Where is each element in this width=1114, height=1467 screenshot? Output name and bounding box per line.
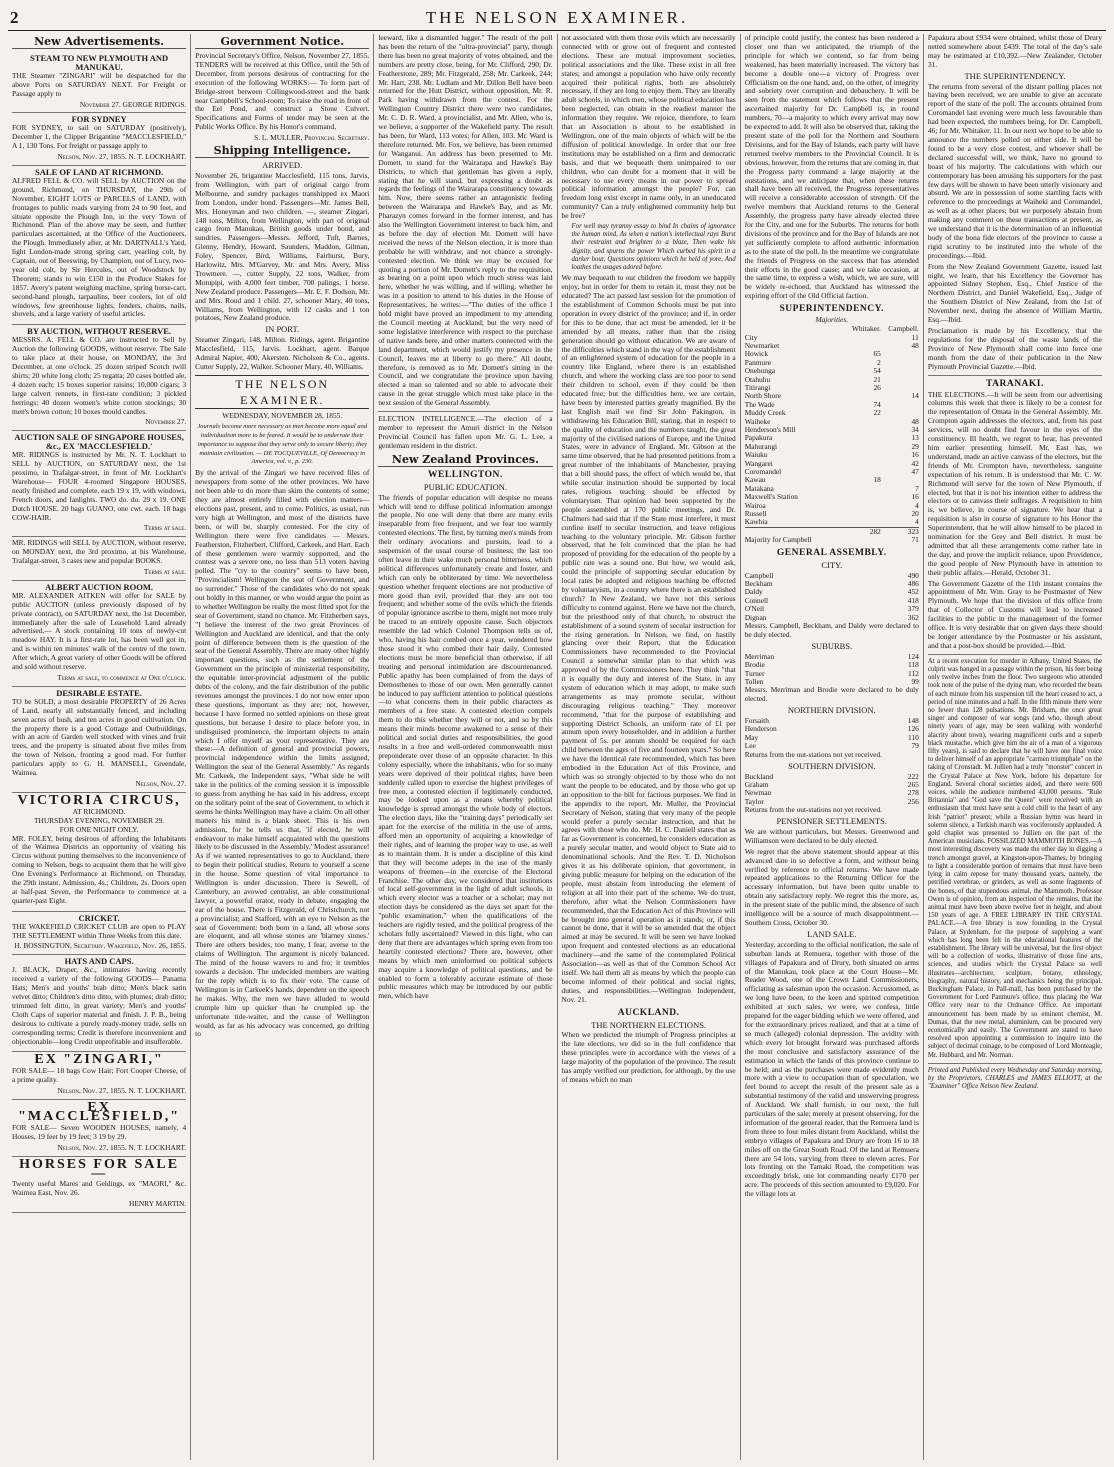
vote-count: [843, 334, 881, 342]
cricket-ad: [12, 912, 186, 956]
table-row: [745, 443, 919, 451]
hats-ad: [12, 955, 186, 1052]
editorial-motto: Journals become more necessary as men become more equal and individualism more to be feared. It would be to underrate their importance to suppose that they serve only to secure liberty; they maintain civilization. — DE TOCQUEVILLE, Of Democracy in America, vol. v., p. 230.: [197, 422, 368, 466]
place-name: Tollen: [744, 676, 764, 686]
vote-count: 118: [908, 660, 919, 670]
advertisement: [12, 687, 186, 793]
cricket-body: THE WAKEFIELD CRICKET CLUB are open to PLAY THE SETTLEMENT within Three Weeks from this date.: [12, 921, 187, 940]
arrived-text: November 26, brigantine Macclesfield, 115 tons, Jarvis, from Wellington, with part of original cargo from Melbourne, and sundry packages transhipped ex Maori from London, under bond. Passengers—Mr. James Bell, Mrs. Honeyman and two children. —, steamer Zingari, 148 tons, Milton, from Wellington, with part of original cargo from Manukau, British goods under bond, and sundries. Passengers—Messrs. Jefford, Tuft, Barnes, Glenny, Hendry, Howard, Saunders, Maddon, Gilman, Foley, Spencer, Bird, Williams, Fairhurst, Bury, Harlowitz, Mrs. M'Garvey, Mr. and Mrs. Avery, Miss Trowmere. —, cutter Supply, 22 tons, Walker, from Motupipi, with 4,000 feet timber, 700 palings, 1 horse. New Zealand produce. Passengers—Mr. E. F. Dodson, Mr. and Mrs. Roud and 1 child. 27, schooner Mary, 40 tons, Williams, from Wellington, with 12 casks and 1 ton potatoes, New Zealand produce.: [195, 170, 370, 323]
advertisement-body: TO be SOLD, a most desirable PROPERTY of 26 Acres of Land, nearly all substantially fenced, and including seven acres of bush, and ten acres in good cultivation. On the property there is a good Cottage and Outbuildings, with an acre of Garden well stocked with vines and fruit trees, and the property is situated about five miles from the town of Nelson, fronting a good road. For further particulars apply to G. H. MANSELL, Greendale, Waimea.: [12, 696, 187, 778]
superintendency-heading: SUPERINTENDENCY.: [779, 304, 885, 315]
education-continued-2: We may bequeath to our children the freedom we happily enjoy, but in order for them to retain it, must they not be educated? The act passed last session for the promotion of the establishment of Common Schools must be put into operation in every district of the province; and if, in order for this to be done, that act must be amended, let it be amended by all means, rather than that the rising generation should go without education. We are aware of the difficulties which stand in the way of the establishment of an enlightened system of education for the people in a country like England, where there is an established church, and where the working class are too poor to send their children to school, even if they could be then educated free; but the difficulties here, we are certain, have been by interested parties greatly magnified. By the last English mail we find Sir John Pakington, in withdrawing his Education Bill, stating, that in respect to the quality of education and the numbers taught, the great majority of the civilised nations of Europe, and the United States, were in advance of England. Mr. Gibson at the same time observed, that he had presented petitions from a great number of the inhabitants of Manchester, praying that a bill should pass, the effect of which would be, that while secular instruction should be supported by local rates, religious teaching should be effected by voluntaryism. That opinion had been supported by the people assembled at 170 public meetings, and Dr. Chalmers had said that if the State must interfere, it must confine itself to secular instruction, and leave religious teaching to the voluntary principle. Mr. Gibson further observed, that he felt convinced that the plan he had proposed of providing for the education of the people by a public rate was a sound one. But how, we would ask, could the principle of supporting secular education by local rates be adopted and religious teaching be effected by voluntaryism, in a country where there is an established church? In New Zealand, we have not this serious difficulty to contend against. Here we have not the church, but the priesthood only of that church, to obstruct the establishment of a sound system of secular instruction for the rising generation. In Nelson, we find, on hastily glancing over their Report, that the Education Commissioners have recommended to the Provincial Council a somewhat similar plan to that which was approved of by the Commissioners here. They think "that it is equally the duty and interest of the State, in any system of education which it may adopt, to make such arrangements as may promote secular, without discouraging religious teaching." They moreover recommend, "that for the purpose of establishing and supporting District Schools, an uniform rate of £1 per annum upon every householder, and in addition a further payment of 5s. per annum should be required for each child between the ages of five and fourteen years." So here we have the identical rate recommended, which has been embodied in the Education Act of this Province, and which was so strongly objected to by those who do not want the people to be educated, and by those who got up an opposition to the bill for factious purposes. We find in the appendix to the report, Mr. Muller, the Provincial Secretary of Nelson, stating that very many of the people would prefer a purely secular instruction, and that he agrees with those who do. Mr. H. C. Daniell states that as far as Government is concerned, he considers education as a purely secular matter, and would object to State aid to denominational schools. And the Rev. T. D. Nicholson gives it as his deliberate opinion, that government, in giving public measure for helping on the education of the people, must abstain from introducing the element of religion at all into their part of the scheme. We do trust, therefore, after what the Nelson Commissioners have recommended, that the Education Act of this Province will be brought into general operation as it stands; or, if this cannot be done, that it will be so amended that the object aimed at may be secured. It will be seen we have looked upon frequent and contested elections as an educational machinery—and the same of the contemplated Political Association—as well as that of the Common School Act itself. We hail them all as means by which the people can become informed of their political and social rights, duties, and responsibilities.—Wellington Independent, Nov. 21.: [561, 273, 736, 1004]
table-row: [745, 468, 919, 476]
vote-count: 379: [907, 604, 919, 614]
vote-count: 34: [911, 424, 919, 434]
vote-count: 79: [911, 741, 919, 751]
horses-body: Twenty useful Mares and Geldings, ex "MAORI," &c. Waimea East, Nov. 26.: [12, 1179, 187, 1198]
table-row: [745, 734, 919, 742]
place-name: Mahurangi: [744, 441, 778, 451]
place-name: Merriman: [744, 651, 775, 661]
table-row: [745, 773, 919, 781]
place-name: Dignan: [744, 612, 767, 622]
table-row: [745, 493, 919, 501]
advertisement: [12, 166, 186, 325]
city-heading: CITY.: [821, 559, 843, 570]
place-name: Newman: [744, 788, 772, 798]
editorial-article: By the arrival of the Zingari we have received files of newspapers from some of the other provinces. We have not been able to do more than skim the contents of some; they are almost entirely filled with election matters—elections past, present, and to come. Politics, as usual, run very high at Wellington, and most of the districts have been, or will be, sharply contested. For the city of Wellington there were five candidates — Messrs. Featherston, Fitzherbert, Clifford, Carkeek, and Hart. Each of these gentlemen were warmly supported, and the contest was a severe one, no less than 513 voters having polled. The "cry to the country" seems to have been, "Provincialism! Wellington the seat of Government, and no surrender." Those of the candidates who do not speak out boldly in this manner, or who would argue the point as to whether Wellington be really the most fitted spot for the seat of Government, stand no chance. Mr. Fitzherbert says, "I believe the interest of the two great Provinces of Wellington and Auckland are identical, and that the only point of difference between them is the question of the seat of the General Assembly. There are many other highly important questions, such as the settlement of the Government on the principle of ministerial responsibility, the equitable inter-provincial adjustment of the public debts of the colony, and the fair distribution of the public revenues amongst the provinces. I do not now enter upon these questions, important as they are; not, however, because I have formed no settled opinions on these great questions, but because I desire to place before you, in undisguised prominence, the important objects to attain which I offer myself as your representative. They are these:—A definition of general and provincial powers, provincial independence within the limits assigned, Wellington the seat of the General Assembly." As regards Mr. Carkeek, the Independent says, "What side he will take in the politics of the coming session it is impossible to guess from anything he has said in his address, except on the solitary point of the seat of Government, to which it seems he thinks Wellington may have a claim. On all other matters his mind is a blank sheet. This is his own admission, for he tells us that, 'if elected, he will endeavour to make himself acquainted with the questions likely to be discussed in the Assembly.' Modest assurance! As if we wanted representatives to go to Auckland, there to begin their political studies. Return to yourself a scene in the house. Some question of vital importance to Wellington is under discussion. There is Sewell, of Canterbury, an avowed centralist, an able constitutional lawyer, a powerful orator, ready in debate, engaging the ear of the house. There is Fitzgerald, of Christchurch, not a provincialist; and Stafford, with an eye to Nelson as the seat of Government: both born in a land, all whose sons are eloquent, and all whose stones are 'blarney stones.' There are others besides, too many, I fear, averse to the claims of Wellington. The argument is nicely balanced. The mind of the house wavers to and fro; it trembles towards a decision. The undecided members are waiting for the reply which is to fix their vote. The cause of Wellington is in Carkeek's hands, dependent on the speech he makes. Why, the men we have alluded to would crumple him up quicker than he crumpled up the unfortunate tide-waiter, and the cause of Wellington would, as far as his advocacy was concerned, go drifting to: [195, 468, 370, 1039]
table-row: [745, 588, 919, 596]
superintendency-text: The returns from several of the distant polling places not having been received, we are unable to give an accurate report of the state of the poll. The accounts obtained from Coromandel last evening were much less favourable than had been expected, the numbers being, for Dr. Campbell, 46; for Mr. Whitaker, 11. In our next we hope to be able to announce the numbers polled on either side. It will be found to be a very close contest, and whoever shall be declared successful will, we think, have no ground to boast of his majority. The calculations with which our contemporary has been amusing his supporters for the past few days will be shown to have been utterly visionary and absurd. We are in possession of some startling facts with reference to the proceedings at Waiheki and Coromandel, as well as at other places; but we purposely abstain from making any comment on these transactions at present, as we understand that it is the determination of an influential body of the bona fide electors of the province to cause a rigid scrutiny to be instituted into the whole of the proceedings.—Ibid.: [927, 81, 1103, 260]
advertisement-heading: ALBERT AUCTION ROOM.: [45, 581, 154, 592]
vote-count: 65: [873, 349, 881, 359]
advertisement-body: MR. RIDINGS will SELL by AUCTION, without reserve, on MONDAY next, the 3rd proximo, at his Warehouse, Trafalgar-street, 3 cases new and popular BOOKS.: [12, 538, 187, 566]
circus-night: FOR ONE NIGHT ONLY.: [59, 824, 139, 834]
advertisement-heading: SALE OF LAND AT RICHMOND.: [35, 166, 164, 177]
vote-count: 7: [915, 483, 919, 493]
place-name: Graham: [744, 779, 769, 789]
section-heading-nz-provinces: New Zealand Provinces.: [378, 453, 552, 467]
place-name: Otahuhu: [744, 374, 771, 384]
column-1: [8, 34, 191, 1460]
city-table: [745, 572, 919, 622]
advertisement-body: ALFRED FELL & CO. will SELL by AUCTION on the ground, Richmond, on THURSDAY, the 29th of November, EIGHT LOTS or PARCELS of LAND, with frontages to public roads varying from 24 to 90 feet, and situate opposite the Plough Inn, in the very Town of Richmond. Plan of the above may be seen, and further particulars ascertained, at the Office of the Auctioneers, the Plough. Immediately after, at Mr. DARTNALL's Yard, light London-made strong spring cart, yearling colt, by Captain, out of Beeswing, by Champion, out of Lucy, two-year old colt, by Sir Hercules, out of Woodstock by Theorem; stands to win £150 in the Produce Stakes for 1857. Avery's patent weighing machine, spring horse-cart, second-hand plough, tarpaulins, beer coolers, lot of old windows, few greenhouse lights, fenders, chains, nails, shovels, and a large variety of useful articles.: [12, 175, 187, 319]
vote-count: 16: [911, 450, 919, 460]
circus-ad: [12, 793, 186, 912]
place-name: Taylor: [744, 796, 764, 806]
table-row: [745, 580, 919, 588]
divider: [928, 1063, 1102, 1064]
column-6: [924, 34, 1106, 1460]
column-4: [558, 34, 741, 1460]
vote-count: 362: [907, 612, 919, 622]
vote-count: 265: [907, 779, 919, 789]
notice-office: Provincial Secretary's Office, Nelson, November 27, 1855.: [195, 51, 370, 60]
section-heading-shipping: Shipping Intelligence.: [195, 144, 369, 158]
total-campbell: 323: [907, 526, 919, 536]
divider: [928, 375, 1102, 376]
place-name: Wairoa: [744, 500, 766, 510]
northern-division-heading: NORTHERN DIVISION.: [787, 705, 876, 716]
vote-count: 452: [907, 587, 919, 597]
notice-signature: S. L. MULLER, Provincial Secretary.: [254, 133, 370, 143]
place-name: City: [744, 332, 758, 342]
place-name: Henderson: [744, 724, 777, 734]
table-row: [745, 502, 919, 510]
place-name: Coromandel: [744, 467, 782, 476]
place-name: Campbell: [744, 570, 774, 580]
vote-count: [843, 418, 881, 426]
vote-count: [843, 460, 881, 468]
in-port-text: Steamer Zingari, 148, Milton. Ridings, agent. Brigantine Macclesfield, 115, Jarvis. Lockhart, agent. Barque Admiral Napier, 400, Akersten. Nicholson & Co., agents. Cutter Supply, 22, Walker. Schooner Mary, 40, Williams.: [195, 335, 370, 371]
northern-elections-heading: THE NORTHERN ELECTIONS.: [591, 1019, 707, 1030]
notice-body: TENDERS will be received at this Office, until the 5th of December, from persons desirous of contracting for the execution of the following WORKS:— To form part of Bridge-street between Collingwood-street and the bank near Campbell's School-room; To raise the road in front of the Eel Pond, and construct a Stone Culvert. Specifications and Forms of tender may be seen at the Public Works Office. By his Honor's command,: [195, 59, 370, 132]
zingari-signature: Nelson, Nov. 27, 1855. N. T. LOCKHART.: [57, 1086, 187, 1096]
place-name: Lee: [744, 741, 756, 751]
arrived-heading: ARRIVED.: [262, 160, 303, 171]
columns: [8, 34, 1106, 1460]
place-name: Kawhia: [744, 517, 768, 527]
advertisement-signature: Terms at sale.: [143, 523, 187, 533]
advertisement: [12, 325, 186, 431]
land-sale-heading: LAND SALE.: [807, 928, 857, 939]
vote-count: 278: [907, 788, 919, 798]
vote-count: 110: [908, 732, 919, 742]
vote-count: 22: [873, 408, 881, 418]
vote-count: [881, 376, 919, 384]
advertisement-heading: AUCTION SALE OF SINGAPORE HOUSES, &c., EX 'MACCLESFIELD.': [14, 432, 184, 452]
advertisement: [12, 537, 186, 581]
city-note: Messrs. Campbell, Beckham, and Daldy were declared to be duly elected.: [744, 621, 919, 639]
table-row: [745, 653, 919, 661]
advertisement-body: MESSRS. A. FELL & CO. are instructed to Sell by Auction the following GOODS, without reserve. The Sale to take place at their house, on MONDAY, the 3rd December, at one o'clock. 25 dozen striped Scotch twill shirts; 20 white long cloth; 25 regatta; 20 cases bottled ale, 4 dozen each; 15 boxes superior raisins; 10,000 cigars; 3 large calvert rennets, in first-rate condition; 3 pickled herrings; 40 dozen women's white cotton stockings; 30 men's brown cotton; 10 boxes mould candles.: [12, 335, 187, 416]
horses-ad: [12, 1157, 186, 1214]
superintendency-table: [745, 325, 919, 527]
vote-count: [843, 434, 881, 442]
table-row: [745, 725, 919, 733]
zingari-title: EX "ZINGARI,": [34, 1052, 164, 1068]
vote-count: 126: [907, 724, 919, 734]
advertisement-heading: FOR SYDNEY: [71, 114, 127, 125]
vote-count: 256: [907, 796, 919, 806]
table-row: [745, 597, 919, 605]
postmaster-text: The Government Gazette of the 11th instant contains the appointment of Mr. Wm. Gray to be Postmaster of New Plymouth. We hope that the division of this office from that of Collector of Customs will lead to increased facilities to the public in the management of the former office. It is very desirable that on given days there should be longer attendance by the Postmaster or his assistant, and that a post-box should be provided.—Ibid.: [927, 578, 1103, 650]
vote-count: 21: [873, 374, 881, 384]
vote-count: 124: [907, 651, 919, 661]
macclesfield-signature: Nelson, Nov. 27, 1855. N. T. LOCKHART.: [57, 1142, 187, 1152]
suburbs-table: [745, 653, 919, 687]
place-name: Forsaith: [744, 716, 769, 726]
auckland-continued: of principle could justify, the contest has been rendered a closer one than we anticipated, the triumph of the principle for which we contend, so far from being weakened, has been materially increased. The victory has become a double one—a victory of Progress over Officialism on the one hand, and, on the other, of integrity and sobriety over corruption and debauchery. It will be seen from the statement which follows that the present ascertained majority for Dr. Campbell is, in round numbers, 70—a majority to which every arrival may now be expected to add. It will also be observed that, taking the present state of the poll for the Northern and Southern Divisions, and for the Bay of Islands, each party will have returned twelve members to the Provincial Council. It is obvious, however, from the returns that are coming in, that the Progress party command a large majority at the outstations, and we anticipate that, when these returns shall have been all received, the Progress representatives will receive a considerable accession of strength. Of the twelve members that Auckland returns to the General Assembly, the progress party have already elected three for the City, and one for the Suburbs. The returns for both divisions of the province and for the Bay of Islands are not yet sufficiently complete to afford authentic information as to the state of the poll. In the meantime we congratulate the friends of Progress on the success that has attended their efforts in the good cause; and we take occasion, at the same time, to express a wish, which, we are sure, will be widely re-echoed, that Auckland has witnessed the expiring effort of the Old Official faction.: [744, 34, 919, 301]
macclesfield-ad: [12, 1100, 186, 1157]
place-name: Russell: [744, 509, 767, 519]
page-number: 2: [10, 8, 19, 27]
northern-elections-text: When we predicted the triumph of Progress principles at the late elections, we did so in the full confidence that these principles were in accordance with the views of a large majority of the population of the province. The result has amply verified our prediction, for although, by the use of means which no man: [561, 1030, 736, 1084]
editorial-date: WEDNESDAY, NOVEMBER 28, 1855.: [222, 410, 343, 420]
northern-note: Returns from the out-stations not yet received.: [744, 749, 882, 759]
circus-place: AT RICHMOND.: [72, 806, 126, 816]
vote-count: 48: [911, 416, 919, 426]
advertisement-signature: Nelson, Nov. 27.: [135, 778, 187, 788]
southern-division-table: [745, 773, 919, 807]
editorial-title: THE NELSON EXAMINER.: [195, 375, 369, 409]
education-continued: not associated with them those evils which are necessarily connected with or grow out of frequent and contested elections. These are mutual improvement societies, political associations and the like. These exist in all free states; and amongst a population who have only recently acquired their political rights, both are absolutely necessary, if they are long to enjoy them. They are literally adult schools, in which men, whose political education has been neglected, can obtain in the readiest manner the information they require. We rejoice, therefore, to learn that an Association is about to be established in Wellington, one of the main objects of which will be the diffusion of political knowledge. In order that our free institutions may be established on a firm and democratic basis, and that we bequeath them unimpaired to our children, who can doubt for a moment that it will be necessary to use every means in our power to spread political information amongst the people? For, can freedom long exist except in name only, in an uneducated community? Can a truly enlightened community help but be free?: [561, 34, 736, 221]
place-name: Muddy Creek: [744, 408, 786, 418]
verse-quotation: For well may tyranny essay to bind In chains of ignorance the human mind, As when a nation's intellectual rays Burst their restraint and brighten to a blaze, Then wake his dignity, and spurns the power Which curbed his spirit in a darker hour, Questions opinions which he held of yore, And loathes the usages adored before.: [571, 223, 736, 272]
horses-title: HORSES FOR SALE—: [19, 1156, 180, 1181]
vote-count: 74: [873, 399, 881, 409]
paper-title: THE NELSON EXAMINER.: [425, 8, 689, 27]
advertisement-heading: BY AUCTION, WITHOUT RESERVE.: [27, 326, 172, 337]
place-name: Howick: [744, 349, 769, 359]
table-row: [745, 661, 919, 669]
advertisement-signature: November 27. GEORGE RIDINGS.: [79, 99, 187, 109]
total-whitaker: 282: [869, 526, 881, 536]
vote-count: 16: [911, 492, 919, 502]
table-row: [745, 376, 919, 384]
vote-count: 222: [907, 771, 919, 781]
divider: [378, 411, 552, 412]
vote-count: [843, 443, 881, 451]
advertisement-list: [12, 52, 186, 793]
advertisement-body: THE Steamer "ZINGARI" will be despatched for the above Ports on SATURDAY NEXT. For Freight or Passage apply to: [12, 70, 187, 98]
section-heading-new-advertisements: New Advertisements.: [12, 35, 186, 49]
vote-count: 490: [907, 570, 919, 580]
advertisement: [12, 431, 186, 537]
macclesfield-body: FOR SALE— Seven WOODEN HOUSES, namely, 4 Houses, 19 feet by 19 feet; 3 19 by 29.: [12, 1122, 187, 1141]
vote-count: 112: [908, 668, 919, 678]
column-5: [741, 34, 924, 1460]
place-name: Maxwell's Station: [744, 492, 798, 502]
vote-count: 20: [911, 509, 919, 519]
place-name: Papakura: [744, 433, 773, 443]
divider: [928, 654, 1102, 655]
section-heading-government-notice: Government Notice.: [195, 35, 369, 49]
advertisement-signature: Terms at sale, to commence at One o'clock.: [57, 673, 187, 682]
advertisement: [12, 52, 186, 113]
place-name: May: [744, 732, 759, 742]
land-sale-text: Yesterday, according to the official notification, the sale of suburban lands at Remuera, together with those of the villages of Papakura and of Drury, both situated on arms of the Manukau, took place at the Court House—Mr. Reader Wood, one of the Crown Land Commissioners, officiating as salesman upon the occasion. Accustomed, as we long have been, to the keen and spirited competition exhibited at such sales, we were, we confess, little prepared for the eager bidding which we were offered, and for the extraordinary prices realized, and that at a time of so much (alleged) colonial depression. The avidity with which every lot brought forward was purchased affords the most conclusive and satisfactory assurance of the estimation in which the lands of this province continue to be held; and as the purchases were made evidently much more with a view to occupation than of speculation, we feel bound to accept the result of the present sale as a substantial testimony of the valid and unswerving progress of Auckland. We shall furnish, in our next, the full particulars of the sale; merely at present observing, for the information of the general reader, that the Remuera land is from three to four miles distant from Auckland, whilst the embryo villages of Papakura and Drury are from 16 to 18 miles off on the Great South Road. Of the land at Remuera there are 54 lots, varying from three to eleven acres. For lots fronting on the Tamaki Road, the competition was exceedingly brisk, one lot commanding nearly £170 per acre. The proceeds of this section amounted to £9,020. For the village lots at: [744, 939, 919, 1199]
vote-count: [843, 485, 881, 493]
vote-count: [843, 493, 881, 501]
advertisement-signature: Terms at sale.: [143, 567, 187, 577]
column-header: Whitaker.: [851, 324, 881, 334]
vote-count: [881, 367, 919, 375]
vote-count: [881, 359, 919, 367]
cricket-signature: H. BOSSINGTON, Secretary. Wakefield, Nov. 26, 1855.: [14, 941, 187, 951]
vote-count: 54: [873, 366, 881, 376]
taranaki-text: THE ELECTIONS.—It will be seen from our advertising columns this week that there is likely to be a contest for the representation of Omata in the General Assembly. Mr. Crompton again addresses the electors, and, from his past services, will no doubt find favour in the eyes of the constituency. Ill health, we regret to hear, has prevented him earlier presenting himself. Mr. East has, we understand, made an active canvass of the electors, but the friends of Mr. Crompton have, nevertheless, sanguine expectation of his return. It is understood that Mr. C. W. Richmond will serve for the town of New Plymouth, if elected, but that it is not his intention either to address the electors or to canvass their suffrages. A requisition to him is, we believe, in course of signature. We hear that a requisition is also in course of signature to his Honor the Superintendent, that he will allow himself to be placed in nomination for the Grey and Bell district. It must be admitted that all these arrangements come rather late in the day, and prove the implicit reliance, upon Providence, the good people of New Plymouth have in attention to their public affairs.—Herald, October 31.: [927, 389, 1103, 577]
column-3: [374, 34, 557, 1460]
editorial-continuation: leeward, like a dismantled lugger." The result of the poll has been the return of the "ultra-provincial" party, though there has been no great majority of votes obtained, and the numbers are pretty close, being, for Mr. Clifford, 290; Dr. Featherstone, 289; Mr. Fitzgerald, 258; Mr. Carkeek, 244; Mr. Hart, 238. Mr. Ludlam and Mr. Dillon Bell have been returned for the Hutt District, without opposition, Mr. R. Park having withdrawn from the contest. For the Wellington Country District there were two candidates, Mr. C. D. R. Ward, a provincialist, and Mr. Allen, who is, we believe, a supporter of the Wakefield party. The result has been, for Ward, 113 votes; for Allen, 103. Mr. Ward is therefore returned. Mr. Fox, we believe, has been returned for Wanganui. An address has been presented to Mr. Domett, to stand for the Wairarapa and Hawke's Bay Districts, to which that gentleman has given a reply, stating that he will stand, but expressing a doubt as regards the feelings of the Wairarapa constituency towards him. Now, there seems rather an antagonistic feeling between the Wairarapa and Hawke's Bay, and as Mr. Pharazyn comes forward in the former interest, and has also the Wellington Government interest to back him, and as before the day of election Mr. Domett will have received the news of the Nelson election, it is more than probable he will withdraw, and not chance a strongly-contested election. We think we may be excused for quoting a portion of Mr. Domett's reply to the requisition, as bearing on a point upon which much stress was laid here, whether he was willing, and if willing, whether he was in a position to attend to his duties in the House of Representatives, he writes:—"The duties of the office I hold might have proved an impediment to my attending the Council meeting at Auckland; but the very need of some legislative interference with respect to the purchase of native lands here, and other matters connected with the land department, which would justify my presence in the Council, leaves me at liberty to go there." All doubt, therefore, is removed as to Mr. Domett's sitting in the Council, and we congratulate the province upon having elected a man so talented and so able to advocate their cause in the great struggle which must take place in the next session of the General Assembly.: [378, 34, 553, 408]
place-name: Daldy: [744, 587, 763, 597]
column-header: Campbell.: [888, 324, 919, 334]
suburbs-heading: SUBURBS.: [811, 640, 853, 651]
place-name: Titirangi: [744, 382, 771, 392]
vote-count: 13: [911, 433, 919, 443]
advertisement-body: MR. RIDINGS is instructed by Mr. N. T. Lockhart to SELL by AUCTION, on SATURDAY next, the 1st proximo, in Trafalgar-street, in front of Mr. Lockhart's Warehouse— FOUR 4-roomed Singapore HOUSES, neatly finished and complete, each 19 x 19, with windows, French doors, and fanlights. TWO do. do. 29 x 19. ONE Dutch HOUSE. 20 bags GUANO, one cwt. each. 18 bags COW-HAIR.: [12, 450, 187, 522]
returns-regret: We regret that the above statement should appear at this advanced date in so defective a form, and without being verified by reference to official returns. We have made repeated applications to the Returning Officer for the accessary information, but have been quite unable to obtain any satisfactory reply. We regret this the more, as, in the present state of the public mind, the absence of such intelligence will be a source of much disappointment.—Southern Cross, October 30.: [744, 846, 919, 927]
table-row: [745, 518, 919, 526]
auckland-heading: AUCKLAND.: [617, 1007, 680, 1018]
proclamation-text: Proclamation is made by his Excellency, that the regulations for the disposal of the waste lands of the Province of New Plymouth shall come into force one month from the date of their publication in the New Plymouth Provincial Gazette.—Ibid.: [927, 326, 1103, 371]
circus-title: VICTORIA CIRCUS,: [17, 792, 181, 808]
circus-body: MR. FOLEY, being desirous of affording the Inhabitants of the Waimea Districts an opportunity of visiting his Circus without putting themselves to the inconvenience of coming to Nelson, begs to acquaint them that he will give One Evening's Performance at Richmond, on Thursday, the 29th instant. Admission, 4s.; Children, 2s. Doors open at half-past Seven, the Performance to commence at a quarter-past Eight.: [12, 833, 187, 905]
vote-count: 418: [907, 595, 919, 605]
public-education-heading: PUBLIC EDUCATION.: [423, 481, 507, 492]
place-name: O'Neil: [744, 604, 765, 614]
advertisement: [12, 581, 186, 687]
zingari-ad: [12, 1052, 186, 1100]
place-name: Waiuku: [744, 450, 768, 460]
place-name: Beckham: [744, 578, 773, 588]
column-2: [191, 34, 374, 1460]
place-name: Kawau: [744, 475, 766, 485]
zingari-body: FOR SALE— 18 bags Cow Hair; Fort Cooper Cheese, of a prime quality.: [12, 1066, 187, 1085]
table-row: [745, 789, 919, 797]
place-name: North Shore: [744, 391, 782, 401]
land-sale-continued: Papakura about £934 were obtained, whilst those of Drury netted somewhere about £439. The total of the day's sale may be estimated at £10,392.—New Zealander, October 31.: [927, 34, 1103, 69]
place-name: Turner: [744, 668, 765, 678]
majority-value: 71: [911, 535, 919, 545]
horses-signature: HENRY MARTIN.: [128, 1199, 187, 1209]
table-row: [745, 367, 919, 375]
vote-count: 486: [907, 578, 919, 588]
vote-count: [881, 350, 919, 358]
macclesfield-title: EX "MACCLESFIELD,": [18, 1100, 180, 1124]
vote-count: 148: [907, 716, 919, 726]
vote-count: [843, 451, 881, 459]
table-row: [745, 342, 919, 350]
vote-count: [843, 518, 881, 526]
suburbs-note: Messrs. Merriman and Brodie were declared to be duly elected.: [744, 685, 919, 704]
gazette-text: From the New Zealand Government Gazette, issued last night, we learn, that his Excellency the Governor has appointed Sidney Stephen, Esq., Chief Justice of the Northern District, and Daniel Wakefield, Esq., Judge of the Southern District of New Zealand, from the 1st of November next, during the absence of William Martin, Esq.—Ibid.: [927, 261, 1103, 325]
vote-count: 4: [915, 500, 919, 510]
place-name: Matakana: [744, 483, 774, 493]
place-name: Newmarket: [744, 340, 780, 350]
advertisement-body: MR. ALEXANDER AITKEN will offer for SALE by public AUCTION (unless previously disposed of by private contract), on SATURDAY next, the 1st December, immediately after the sale of Leasehold Land already advertised,— A stock containing 10 tons of newly-cut meadow HAY. It is a first-rate lot, has been well got in, and is within ten minutes' walk of the centre of the town. After which, A great variety of other Goods will be offered and sold without reserve.: [12, 590, 187, 672]
masthead: [8, 6, 1106, 31]
vote-count: 4: [915, 517, 919, 527]
vote-count: 48: [911, 340, 919, 350]
majority-label: Majority for Campbell: [744, 535, 812, 545]
vote-count: 42: [911, 458, 919, 468]
hats-body: J. BLACK, Draper, &c., intimates having recently received a variety of the following GOODS— Panama Hats; Men's and youths' brab ditto; Men's black satin velvet ditto; Children's ditto ditto, with plumes; drab ditto; trimmed felt ditto, in great variety; Men's and youths' Cloth Caps of superior material and finish. J. P. B., being desirous to cultivate a purely ready-money trade, sells on corresponding terms; Credit is therefore inconvenient and objectionable—long Credit unprofitable and insufferable.: [12, 965, 187, 1046]
table-row: [745, 510, 919, 518]
place-name: The Wade: [744, 399, 775, 409]
hats-heading: HATS AND CAPS.: [64, 956, 134, 967]
imprint: Printed and Published every Wednesday and Saturday morning, by the Proprietors, CHARLES and JAMES ELLIOTT, at the "Examiner" Office Nelson New Zealand.: [927, 1066, 1103, 1091]
southern-note: Returns from the out-stations not yet received.: [744, 805, 882, 815]
place-name: Buckland: [744, 771, 774, 781]
place-name: Brodie: [744, 660, 765, 670]
wellington-heading: WELLINGTON.: [428, 469, 503, 480]
election-intelligence: ELECTION INTELLIGENCE.—The election of a member to represent the Amuri district in the Nelson Provincial Council has fallen upon Mr. G. L. Lee, a gentleman resident in the district.: [378, 414, 553, 450]
vote-count: 18: [873, 475, 881, 485]
table-row: [745, 605, 919, 613]
vote-count: [843, 510, 881, 518]
table-row: [745, 409, 919, 417]
superintendency-subheading: THE SUPERINTENDENCY.: [964, 70, 1066, 81]
place-name: Waiheke: [744, 416, 771, 426]
place-name: Wangarei: [744, 458, 773, 468]
advertisement-signature: November 27.: [145, 417, 187, 427]
advertisement: [12, 113, 186, 166]
general-assembly-heading: GENERAL ASSEMBLY.: [776, 547, 887, 558]
place-name: Henderson's Mill: [744, 424, 796, 434]
superintendency-totals: [745, 527, 919, 545]
vote-count: [881, 476, 919, 484]
education-article: The friends of popular education will despise no means which will tend to diffuse political information amongst the people. No one will deny that there are many evils inseparable from free frequent, and we fear too warmly contested elections. The first, by turning men's minds from their ordinary avocations and pursuits, lead to a suspension of the usual course of business; the last too often leave in their wake much personal bitterness, which political differences unfortunately create and foster, and which can only be obliterated by time. We nevertheless question whether frequent elections are not productive of more good than evil, provided that they are not too frequent; and whether some of the evils which the friends of popular ignorance ascribe to them, might not more truly be traced to an entirely opposite cause. Such objectors resemble the lad which Colonel Thompson tells us of, who, having his hair combed once a year, wondered how those stood it who combed their hair daily. Contested elections must be more beneficial than otherwise, if all treating and personal intimidation are discountenanced. Public apathy has been complained of from the days of Demosthenes to those of our own. Men generally cannot be induced to pay sufficient attention to political questions—to what concerns them in their public characters as members of a free state. A contested election compels them to do this whether they will or not, and so by this means their minds become awakened to a sense of their political and social duties and responsibilities, the good results in a free and well-ordered commonwealth must preponderate over those of an opposite character. In this colony especially, where the inhabitants, who for so many years were deprived of their political rights, have been suddenly called upon to exercise the highest privileges of free men, a contested election if legitimately conducted, may be looked upon as a means whereby political knowledge is spread amongst the whole body of electors. The election days, like the "training days" periodically set apart for the exercise of the militia in the use of arms, afford men an opportunity of acquiring a knowledge of their rights, and of learning the proper way to use, as well as to maintain them. It is under a discipline of this kind that they will become adepts in the use of the manly weapons of freemen—in the exercise of the Electoral Franchise. The other day, we considered that institutions of local self-government in the light of adult schools, in which every elector was a teacher or a scholar; may not election days be considered as the days set apart for the "public examination," when the qualifications of the teachers are rigidly tested, and the political progress of the scholars fully ascertained? Viewed in this light, who can deny that there are advantages which spring even from too heartily contested elections? There are, however, other means by which men uninformed on political subjects may acquire a knowledge of political questions, and be enabled to form a tolerably accurate estimate of those public measures which may be introduced by our public men, which have: [378, 492, 553, 1001]
in-port-heading: IN PORT.: [265, 324, 300, 335]
advertisement-body: FOR SYDNEY, to sail on SATURDAY (positively), December 1, the Clipper Brigantine "MACCLESFIELD," A 1, 130 Tons. For freight or passage apply to: [12, 123, 187, 151]
advertisement-heading: STEAM TO NEW PLYMOUTH AND MANUKAU.: [30, 53, 169, 72]
place-name: Onehunga: [744, 366, 776, 376]
northern-division-table: [745, 717, 919, 751]
table-row: [745, 670, 919, 678]
vote-count: 2: [877, 357, 881, 367]
vote-count: 99: [911, 676, 919, 686]
place-name: Connell: [744, 595, 769, 605]
pensioner-heading: PENSIONER SETTLEMENTS.: [776, 816, 888, 827]
taranaki-heading: TARANAKI.: [985, 378, 1044, 389]
pensioner-note: We are without particulars, but Messrs. Greenwood and Williamson were declared to be duly elected.: [744, 826, 919, 845]
vote-count: 26: [873, 382, 881, 392]
circus-date: THURSDAY EVENING, NOVEMBER 29.: [33, 815, 165, 825]
vote-count: [881, 401, 919, 409]
place-name: Panmure: [744, 357, 771, 367]
advertisement-signature: Nelson, Nov. 27, 1855. N. T. LOCKHART.: [57, 152, 187, 162]
vote-count: 29: [911, 441, 919, 451]
southern-division-heading: SOUTHERN DIVISION.: [788, 760, 876, 771]
advertisement-heading: DESIRABLE ESTATE.: [56, 687, 142, 698]
vote-count: [843, 502, 881, 510]
vote-count: 47: [911, 467, 919, 476]
vote-count: 11: [911, 332, 919, 342]
vote-count: 14: [911, 391, 919, 401]
vote-count: [843, 426, 881, 434]
majorities-label: Majorities.: [815, 315, 849, 325]
cricket-heading: CRICKET.: [78, 912, 120, 923]
miscellany-text: At a recent execution for murder in Albany, United States, the culprit was hanged in a passage within the prison, his feet being only twelve inches from the floor. Two surgeons who attended took note of the pulse of the dying man, who recorded the beats of each minute from his suspension till the heart ceased to act, a period of nine minutes and a half. In the fifth minute there were no fewer than 128 pulsations. Mr. Brisham, the once great singer and composer of war songs (and who, though about ninety years of age, may be seen walking with wonderful alacrity about town), wearing magnificent curls and a superb black mustache, which give him the air of a man of a vigorous fifty years), is said to declare that he will have one final voice to deliver himself of an appropriate "carmen triumphale" on the taking of Cronstadt. M. Jullien had a truly "monster" concert in the Crystal Palace at New York, before his departure for England. Several choral societies aided, and there were 600 voices, while the audience numbered 43,000 persons. "Rule Britannia" and "God save the Queen" were received with an enthusiasm that must have sent a cold chill to the heart of any Irish "patriot" present; while a Russian hymn was heard in solemn silence, a Turkish march was vociferously applauded. A gold chaplet was presented to Jullien on the part of the American musicians. FOSSILIZED MAMMOTH BONES.—A most interesting discovery was made the other day in digging a trench amongst gravel, at Kingston-upon-Thames, by bringing to light a considerable portion of remains that must have been lying in calm repose for many thousand years, namely, the petrified vertebrae, or grinders, as well as some fragments of the bones, of that stupendous animal, the Mammoth. Professor Owen is of opinion, from an inspection of the remains, that the animal must have been above twelve feet in height, and about 150 years of age. A FREE LIBRARY IN THE CRYSTAL PALACE.—A free library is now founding in the Crystal Palace, at Sydenham, for the purpose of supplying a want which has long been felt in the educational features of the establishment. The library will be universal, but the first object will be a collection of works, illustrative of those fine arts, sciences, and studies which the Crystal Palace so well illustrates—architecture, sculpture, botany, ethnology, biography, natural history, and mechanics being the principal. Buckingham Palace, in Pall-mall, has been purchased by the Government for Lord Panmure's office, thus placing the War Office very near to the Ordnance Office. An important announcement has been made by so eminent chemist, M. Dumas, that the new metal, aluminium, can be procured very economically and easily. The Government are stated to have resolved upon appointing a commission to inquire into the subject of decimal coinage, to be composed of Lord Monteagle, Mr. Hubbard, and Mr. Norman.: [927, 657, 1103, 1059]
